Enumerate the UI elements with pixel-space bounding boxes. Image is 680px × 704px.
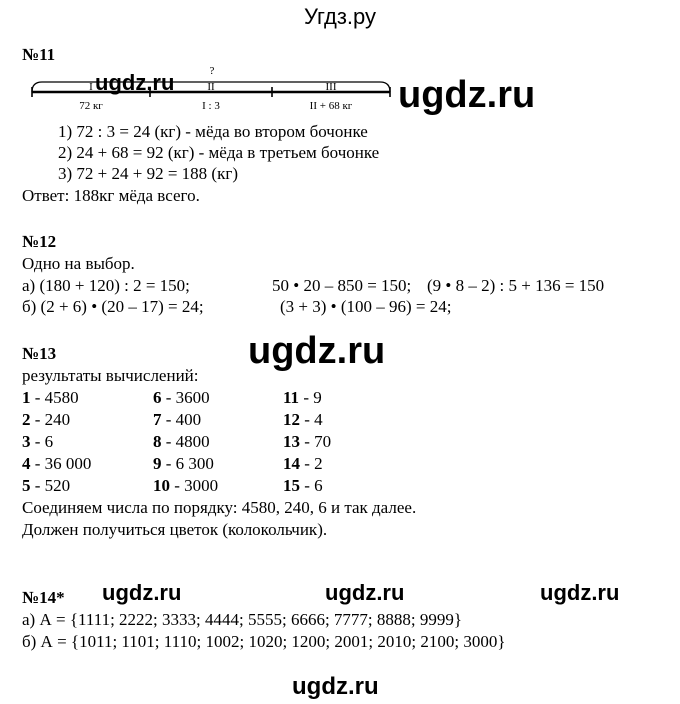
site-title: Угдз.ру (303, 4, 377, 29)
result-item: 14 - 2 (283, 454, 323, 473)
task-12-b-expr: б) (2 + 6) • (20 – 17) = 24; (22, 297, 204, 316)
result-item: 13 - 70 (283, 432, 332, 451)
segment-bottom-label: 72 кг (79, 100, 103, 112)
segment-top-label: I (89, 81, 93, 93)
task-12-a-expr: (9 • 8 – 2) : 5 + 136 = 150 (427, 276, 605, 295)
watermark: ugdz.ru (540, 580, 620, 605)
result-item: 9 - 6 300 (153, 454, 214, 473)
diagram-question-label: ? (209, 65, 215, 77)
result-item: 2 - 240 (22, 410, 71, 429)
result-item: 11 - 9 (283, 388, 322, 407)
task-13-line: Должен получиться цветок (колокольчик). (22, 520, 328, 539)
watermark: ugdz.ru (398, 74, 536, 116)
task-14-b: б) А = {1011; 1101; 1110; 1002; 1020; 1200; 2001; 2010; 2100; 3000} (22, 632, 506, 651)
task-12-a-expr: 50 • 20 – 850 = 150; (272, 276, 412, 295)
segment-top-label: II (207, 81, 215, 93)
task-12-a-expr: а) (180 + 120) : 2 = 150; (22, 276, 190, 295)
task-13-line: Соединяем числа по порядку: 4580, 240, 6 и так далее. (22, 498, 417, 517)
task-12-b-expr: (3 + 3) • (100 – 96) = 24; (280, 297, 452, 316)
result-item: 8 - 4800 (153, 432, 210, 451)
segment-diagram (24, 62, 394, 116)
task-11-step: 1) 72 : 3 = 24 (кг) - мёда во втором бочонке (58, 122, 368, 141)
result-item: 12 - 4 (283, 410, 323, 429)
result-item: 3 - 6 (22, 432, 54, 451)
watermark: ugdz.ru (102, 580, 182, 605)
segment-top-label: III (325, 81, 337, 93)
task-11-header: №11 (22, 45, 56, 64)
segment-bottom-label: II + 68 кг (309, 100, 353, 112)
result-item: 10 - 3000 (153, 476, 219, 495)
watermark: ugdz.ru (325, 580, 405, 605)
result-item: 4 - 36 000 (22, 454, 92, 473)
result-item: 5 - 520 (22, 476, 71, 495)
task-14-a: а) А = {1111; 2222; 3333; 4444; 5555; 6666; 7777; 8888; 9999} (22, 610, 463, 629)
result-item: 15 - 6 (283, 476, 323, 495)
task-11-step: 3) 72 + 24 + 92 = 188 (кг) (58, 164, 238, 183)
task-11-answer: Ответ: 188кг мёда всего. (22, 186, 200, 205)
task-12-intro: Одно на выбор. (22, 254, 135, 273)
watermark: ugdz.ru (248, 330, 386, 372)
task-14-header: №14* (22, 588, 65, 607)
task-11-step: 2) 24 + 68 = 92 (кг) - мёда в третьем бочонке (58, 143, 380, 162)
task-13-header: №13 (22, 344, 57, 363)
task-12-header: №12 (22, 232, 57, 251)
watermark: ugdz.ru (292, 673, 379, 700)
watermark: ugdz.ru (95, 70, 175, 95)
segment-bottom-label: I : 3 (202, 100, 220, 112)
result-item: 6 - 3600 (153, 388, 210, 407)
result-item: 1 - 4580 (22, 388, 79, 407)
task-13-intro: результаты вычислений: (22, 366, 199, 385)
result-item: 7 - 400 (153, 410, 202, 429)
